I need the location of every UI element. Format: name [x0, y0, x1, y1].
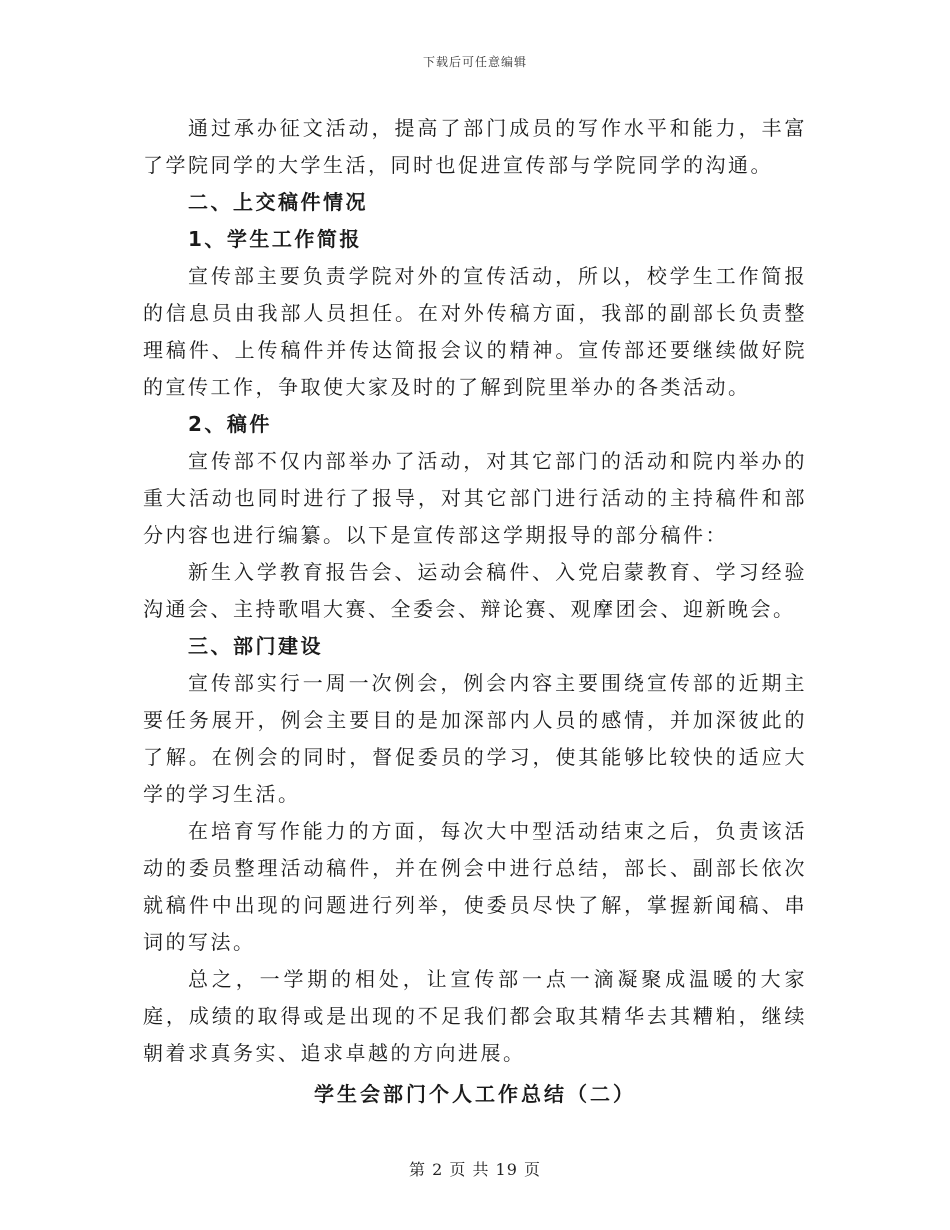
page-number: 第 2 页 共 19 页: [409, 1160, 541, 1179]
paragraph-briefing: 宣传部主要负责学院对外的宣传活动，所以，校学生工作简报的信息员由我部人员担任。在对外传稿方面，我部的副部长负责整理稿件、上传稿件并传达简报会议的精神。宣传部还要继续做好院的宣传工作，争取使大家及时的了解到院里举办的各类活动。: [143, 264, 807, 399]
paragraph-manuscript-list: 新生入学教育报告会、运动会稿件、入党启蒙教育、学习经验沟通会、主持歌唱大赛、全委会、辩论赛、观摩团会、迎新晚会。: [143, 560, 807, 621]
paragraph-weekly-meeting: 宣传部实行一周一次例会，例会内容主要围绕宣传部的近期主要任务展开，例会主要目的是加深部内人员的感情，并加深彼此的了解。在例会的同时，督促委员的学习，使其能够比较快的适应大学的学习生活。: [143, 671, 807, 806]
paragraph-manuscripts: 宣传部不仅内部举办了活动，对其它部门的活动和院内举办的重大活动也同时进行了报导，对其它部门进行活动的主持稿件和部分内容也进行编纂。以下是宣传部这学期报导的部分稿件：: [143, 449, 807, 547]
section-heading-submissions: 二、上交稿件情况: [188, 190, 368, 214]
paragraph-conclusion: 总之，一学期的相处，让宣传部一点一滴凝聚成温暖的大家庭，成绩的取得或是出现的不足我们都会取其精华去其糟粕，继续朝着求真务实、追求卓越的方向进展。: [143, 967, 807, 1065]
subsection-heading-manuscripts: 2、稿件: [188, 412, 272, 436]
document-body: [143, 110, 807, 1113]
next-document-title: 学生会部门个人工作总结（二）: [314, 1082, 636, 1106]
paragraph-writing-skills: 在培育写作能力的方面，每次大中型活动结束之后，负责该活动的委员整理活动稿件，并在例会中进行总结，部长、副部长依次就稿件中出现的问题进行列举，使委员尽快了解，掌握新闻稿、串词的写法。: [143, 819, 807, 954]
subsection-heading-briefing: 1、学生工作简报: [188, 227, 362, 251]
header-note: 下载后可任意编辑: [422, 55, 527, 69]
section-heading-department-building: 三、部门建设: [188, 634, 323, 658]
paragraph-essay-activity: 通过承办征文活动，提高了部门成员的写作水平和能力，丰富了学院同学的大学生活，同时也促进宣传部与学院同学的沟通。: [143, 116, 807, 177]
